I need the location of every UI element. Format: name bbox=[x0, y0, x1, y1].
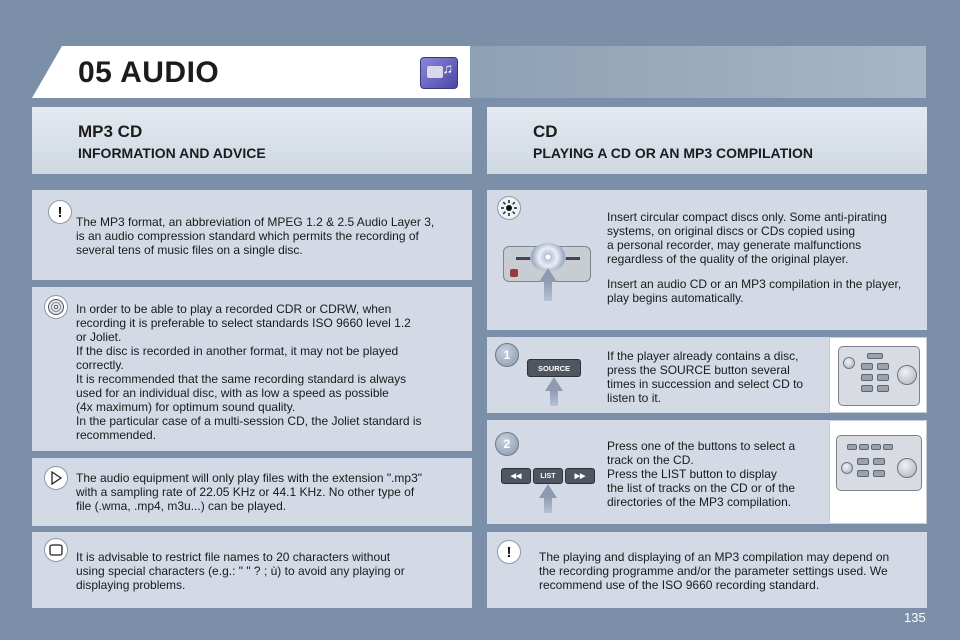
next-track-button: ▶▶ bbox=[565, 468, 595, 484]
info-box-icon bbox=[44, 538, 68, 562]
previous-track-button: ◀◀ bbox=[501, 468, 531, 484]
recording-standard-text: In order to be able to play a recorded CDR or CDRW, when recording it is preferable to select standards ISO 9660 level 1.2 or Joliet. If the disc is recorded in another format, it may not be played correctly. It is recommended that the same recording standard is always used for an individual disc, with as low a speed as possible (4x maximum) for optimum sound quality. In the particular case of a multi-session CD, the Joliet standard is recommended. bbox=[76, 302, 422, 442]
step-2-text: Press one of the buttons to select a track on the CD. Press the LIST button to display the list of tracks on the CD or of the directories of the MP3 compilation. bbox=[607, 439, 796, 509]
page-number: 135 bbox=[904, 610, 926, 625]
page-title: 05 AUDIO bbox=[78, 56, 220, 89]
list-button: LIST bbox=[533, 468, 563, 484]
radio-thumbnail-track bbox=[829, 420, 927, 524]
file-names-text: It is advisable to restrict file names to 20 characters without using special characters (e.g.: " " ? ; ù) to avoid any playing or displaying problems. bbox=[76, 550, 405, 592]
left-section-subtitle: INFORMATION AND ADVICE bbox=[78, 145, 266, 161]
arrow-up-icon bbox=[539, 484, 557, 498]
header-band bbox=[470, 46, 926, 98]
left-section-header bbox=[32, 107, 472, 174]
source-button: SOURCE bbox=[527, 359, 581, 377]
mp3-warning-text: The playing and displaying of an MP3 compilation may depend on the recording programme and/or the parameter settings used. We recommend use of the ISO 9660 recording standard. bbox=[539, 550, 890, 592]
file-extension-text: The audio equipment will only play files with the extension ".mp3" with a sampling rate of 22.05 KHz or 44.1 KHz. No other type of file (.wma, .mp4, m3u...) can be played. bbox=[76, 471, 423, 513]
insert-disc-panel bbox=[487, 190, 927, 330]
recording-standard-panel bbox=[32, 287, 472, 451]
arrow-up-icon bbox=[539, 268, 557, 282]
insert-disc-text: Insert circular compact discs only. Some anti-pirating systems, on original discs or CDs copied using a personal recorder, may generate malfunctions regardless of the quality of the original player. Insert an audio CD or an MP3 compilation in the player, play begins automatically. bbox=[607, 210, 902, 305]
step-1-text: If the player already contains a disc, press the SOURCE button several times in succession and select CD to listen to it. bbox=[607, 349, 804, 405]
left-section-title: MP3 CD bbox=[78, 122, 143, 141]
mp3-format-text: The MP3 format, an abbreviation of MPEG 1.2 & 2.5 Audio Layer 3, is an audio compression standard which permits the recording of several tens of music files on a single disc. bbox=[76, 215, 435, 257]
arrow-up-icon bbox=[545, 377, 563, 391]
right-section-title: CD bbox=[533, 122, 558, 141]
exclamation-icon: ! bbox=[497, 540, 521, 564]
step-1-number: 1 bbox=[495, 343, 519, 367]
play-icon bbox=[44, 466, 68, 490]
file-extension-panel bbox=[32, 458, 472, 526]
sun-tip-icon bbox=[497, 196, 521, 220]
right-section-subtitle: PLAYING A CD OR AN MP3 COMPILATION bbox=[533, 145, 814, 161]
exclamation-icon: ! bbox=[48, 200, 72, 224]
step-2-number: 2 bbox=[495, 432, 519, 456]
mp3-warning-panel bbox=[487, 532, 927, 608]
file-names-panel bbox=[32, 532, 472, 608]
disc-icon bbox=[44, 295, 68, 319]
right-section-header bbox=[487, 107, 927, 174]
mp3-format-panel bbox=[32, 190, 472, 280]
step-2-panel bbox=[487, 420, 927, 524]
step-1-panel bbox=[487, 337, 927, 413]
cd-music-icon: ♫ bbox=[420, 57, 458, 89]
radio-thumbnail-source bbox=[829, 337, 927, 413]
